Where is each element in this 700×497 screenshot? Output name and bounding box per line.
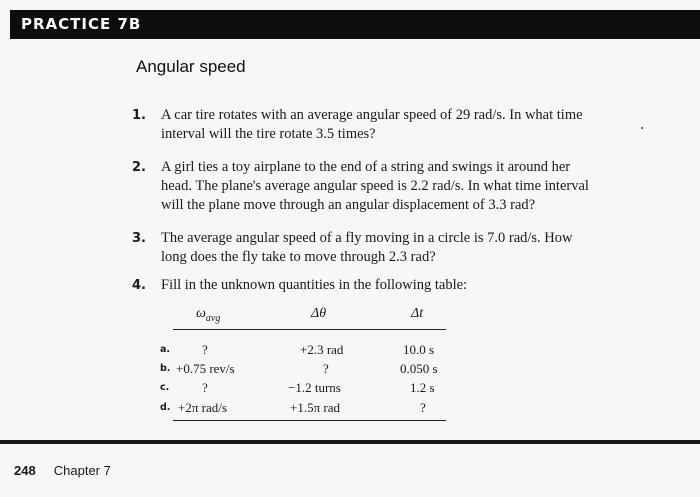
problem-number: 2. [132, 160, 146, 175]
table-top-rule [173, 329, 446, 330]
speck-mark [641, 127, 643, 129]
row-label: a. [160, 344, 171, 355]
cell-angular-speed: +2π rad/s [178, 400, 227, 415]
cell-time-interval: 1.2 s [410, 380, 435, 395]
chapter-label: Chapter 7 [53, 463, 111, 478]
cell-angular-speed: +0.75 rev/s [176, 361, 235, 376]
problem-line: will the plane move through an angular displacement of 3.3 rad? [161, 197, 536, 213]
problem-line: A car tire rotates with an average angular speed of 29 rad/s. In what time [161, 107, 583, 123]
page-footer [14, 463, 111, 478]
cell-time-interval: 10.0 s [403, 342, 435, 357]
problem-line: Fill in the unknown quantities in the following table: [161, 277, 468, 293]
row-label: b. [160, 363, 171, 374]
row-label: d. [160, 402, 171, 413]
section-title: Angular speed [136, 57, 246, 76]
problem-2 [132, 158, 622, 215]
practice-label: PRACTICE 7B [21, 15, 142, 33]
cell-angular-displacement: +1.5π rad [290, 400, 340, 415]
table-bottom-rule [173, 420, 446, 421]
table-row [160, 380, 460, 398]
practice-header [10, 10, 700, 39]
problem-3 [132, 229, 622, 267]
problem-1 [132, 106, 622, 144]
cell-angular-speed: ? [202, 380, 208, 395]
problem-line: head. The plane's average angular speed is 2.2 rad/s. In what time interval [161, 178, 589, 194]
header-angular-displacement: Δθ [311, 306, 327, 321]
row-label: c. [160, 382, 170, 393]
problem-line: interval will the tire rotate 3.5 times? [161, 126, 376, 142]
cell-angular-displacement: ? [323, 361, 329, 376]
problem-number: 1. [132, 108, 146, 123]
page-bottom-rule [0, 440, 700, 444]
header-time-interval: Δt [411, 306, 424, 321]
cell-angular-speed: ? [202, 342, 208, 357]
cell-time-interval: ? [420, 400, 426, 415]
table-row [160, 400, 460, 418]
problem-line: long does the fly take to move through 2.3 rad? [161, 249, 436, 265]
cell-angular-displacement: +2.3 rad [300, 342, 344, 357]
cell-time-interval: 0.050 s [400, 361, 438, 376]
header-angular-speed: $\omega_{avg}$ [196, 306, 221, 324]
problem-line: The average angular speed of a fly moving in a circle is 7.0 rad/s. How [161, 230, 573, 246]
problem-number: 4. [132, 278, 146, 293]
cell-angular-displacement: −1.2 turns [288, 380, 341, 395]
problem-number: 3. [132, 231, 146, 246]
problem-line: A girl ties a toy airplane to the end of a string and swings it around her [161, 159, 571, 175]
problem-4 [132, 276, 622, 295]
table-row [160, 361, 460, 379]
page-number: 248 [14, 463, 36, 478]
table-row [160, 342, 460, 360]
